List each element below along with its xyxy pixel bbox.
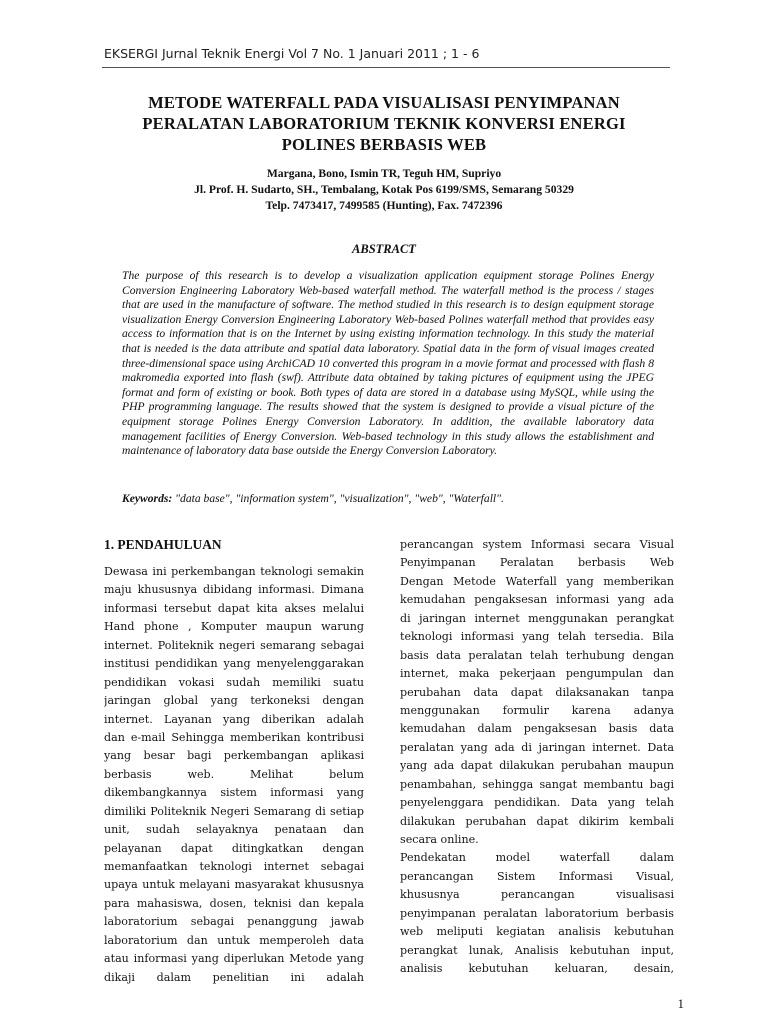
text-line: upaya untuk melayani masyarakat khususnya: [104, 878, 364, 892]
text-line: internet. Politeknik negeri semarang sebagai: [104, 638, 364, 652]
section-heading: 1. PENDAHULUAN: [104, 537, 222, 552]
text-line: jaringan global yang terkoneksi dengan: [104, 694, 364, 708]
author-contact: Telp. 7473417, 7499585 (Hunting), Fax. 7472396: [265, 199, 503, 212]
text-line: dimiliki Politeknik Negeri Semarang di setiap: [104, 804, 364, 818]
text-line: memanfaatkan teknologi internet sebagai: [104, 860, 364, 873]
text-line: perancangan Sistem Informasi Visual,: [400, 869, 674, 883]
text-line: perangkat lunak, Analisis kebutuhan input,: [400, 943, 674, 957]
text-line: dan e-mail Sehingga memberikan kontribusi: [104, 730, 364, 744]
text-line: perubahan data dapat dilaksanakan tanpa: [400, 685, 674, 699]
text-line: secara online.: [400, 833, 479, 846]
text-line: kemudahan dalam pengaksesan basis data: [400, 722, 674, 736]
keywords: [122, 492, 654, 505]
text-line: internet, maka pekerjaan pengumpulan dan: [400, 667, 674, 681]
text-line: basis data peralatan telah terhubung dengan: [400, 648, 674, 662]
intro-paragraph-right: [400, 536, 674, 979]
text-line: Hand phone , Komputer maupun warung: [104, 620, 364, 634]
intro-paragraph-left: [104, 563, 364, 987]
text-line: di jaringan internet menggunakan perangkat: [400, 611, 674, 625]
keywords-label: Keywords:: [122, 492, 173, 505]
text-line: teknologi informasi yang telah tersedia. Bila: [400, 630, 674, 644]
keywords-text: "data base", "information system", "visualization", "web", "Waterfall".: [172, 492, 504, 505]
text-line: unit, sudah selayaknya penataan dan: [104, 823, 364, 837]
paper-title: [104, 92, 664, 155]
left-column: [104, 536, 364, 987]
text-line: pendidikan vokasi sudah memiliki suatu: [104, 675, 364, 689]
text-line: Dewasa ini perkembangan teknologi semakin: [104, 565, 364, 578]
header-divider: [102, 67, 670, 68]
right-column: [400, 536, 674, 979]
text-line: yang ada dapat dilakukan perubahan maupun: [400, 759, 674, 773]
text-line: berbasis web. Melihat belum: [104, 767, 364, 781]
title-line: METODE WATERFALL PADA VISUALISASI PENYIMPANAN: [148, 93, 620, 112]
text-line: para mahasiswa, dosen, teknisi dan kepala: [104, 896, 364, 910]
text-line: Dengan Metode Waterfall yang memberikan: [400, 574, 674, 588]
text-line: web meliputi kegiatan analisis kebutuhan: [400, 925, 674, 939]
text-line: laboratorium sebagai penanggung jawab: [104, 915, 364, 929]
text-line: dikembangkannya sistem informasi yang: [104, 786, 364, 800]
text-line: internet. Layanan yang diberikan adalah: [104, 712, 364, 726]
text-line: institusi pendidikan yang menyelenggarakan: [104, 657, 364, 671]
text-line: pelayanan dapat ditingkatkan dengan: [104, 841, 364, 855]
title-line: POLINES BERBASIS WEB: [281, 135, 487, 154]
text-line: yang besar bagi perkembangan aplikasi: [104, 749, 364, 763]
text-line: Pendekatan model waterfall dalam: [400, 851, 674, 865]
text-line: menggunakan formulir karena adanya: [400, 703, 674, 717]
abstract-text: The purpose of this research is to develop a visualization application equipment storage Polines Energy Conversion Engineering Laboratory Web-based waterfall method. The waterfall method is the process / stages that are used in the manufacture of software. The method studied in this research is to design equipment storage visualization Energy Conversion Engineering Laboratory Web-based Polines waterfall method that provides easy access to information that is on the Internet by using existing information technology. In this study the material that is needed is the data attribute and spatial data laboratory. Spatial data in the form of visual images created three-dimensional space using ArchiCAD 10 converted this program in a movie format and processed with flash 8 makromedia exported into flash (swf). Attribute data obtained by taking pictures of equipment using the JPEG format and form of existing or book. Both types of data are stored in a database using MySQL, while using the PHP programming language. The results showed that the system is designed to provide a visual picture of the equipment storage Polines Energy Conversion Laboratory. In addition, the available laboratory data management facilities of Energy Conversion. Web-based technology in this study allows the establishment and maintenance of laboratory data base outside the Energy Conversion Laboratory.: [122, 269, 654, 458]
text-line: laboratorium dan untuk memperoleh data: [104, 933, 364, 947]
text-line: dikaji dalam penelitian ini adalah: [104, 970, 364, 984]
author-block: [104, 166, 664, 214]
text-line: informasi tersebut dapat kita akses melalui: [104, 601, 364, 615]
text-line: perancangan system Informasi secara Visual: [400, 538, 674, 551]
text-line: penambahan, sehingga sangat membantu bagi: [400, 777, 674, 791]
text-line: penyimpanan peralatan laboratorium berbasis: [400, 906, 674, 920]
abstract-heading: ABSTRACT: [352, 242, 416, 256]
text-line: analisis kebutuhan keluaran, desain,: [400, 962, 674, 976]
text-line: peralatan yang ada di jaringan internet. Data: [400, 740, 674, 754]
title-line: PERALATAN LABORATORIUM TEKNIK KONVERSI ENERGI: [142, 114, 626, 133]
author-names: Margana, Bono, Ismin TR, Teguh HM, Supriyo: [266, 167, 502, 180]
text-line: maju khususnya dibidang informasi. Dimana: [104, 583, 364, 597]
text-line: atau informasi yang diperlukan Metode yang: [104, 952, 364, 966]
text-line: khususnya perancangan visualisasi: [400, 888, 674, 902]
page-number: 1: [677, 996, 684, 1011]
text-line: penyelenggara pendidikan. Data yang telah: [400, 796, 674, 810]
text-line: Penyimpanan Peralatan berbasis Web: [400, 556, 674, 570]
journal-header: EKSERGI Jurnal Teknik Energi Vol 7 No. 1 Januari 2011 ; 1 - 6: [104, 46, 480, 61]
text-line: kemudahan pengaksesan informasi yang ada: [400, 593, 674, 607]
author-address: Jl. Prof. H. Sudarto, SH., Tembalang, Kotak Pos 6199/SMS, Semarang 50329: [194, 183, 574, 196]
text-line: dilakukan perubahan dapat dikirim kembali: [400, 814, 674, 828]
